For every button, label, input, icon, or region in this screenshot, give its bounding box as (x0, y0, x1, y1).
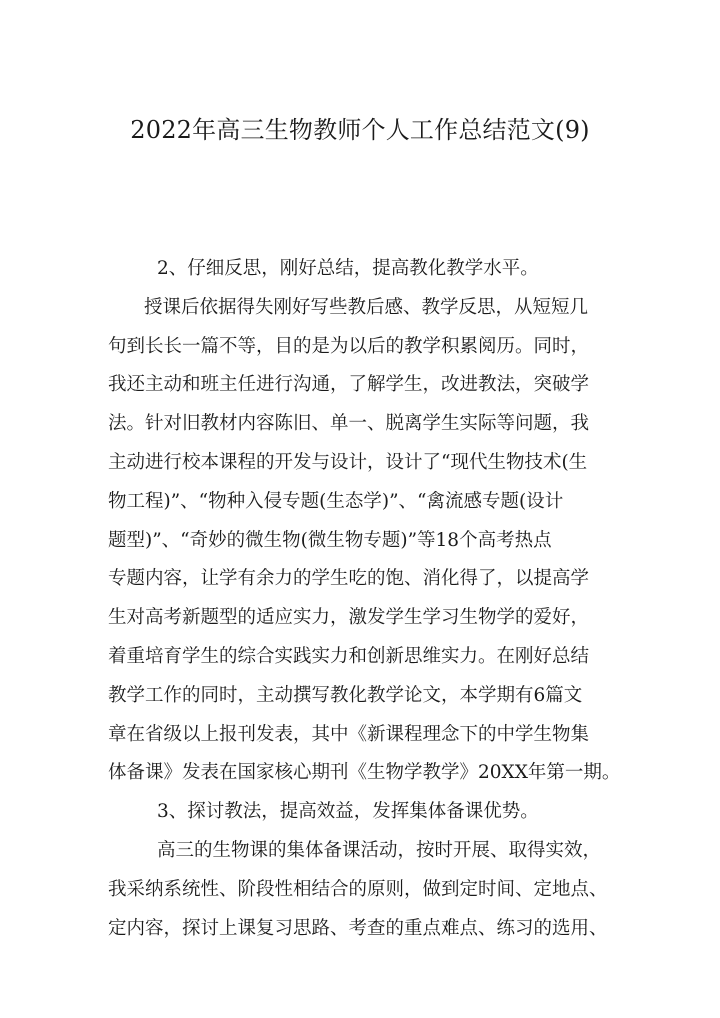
paragraph-line: 题型)”、“奇妙的微生物(微生物专题)”等18个高考热点 (108, 529, 552, 551)
paragraph-line: 定内容，探讨上课复习思路、考查的重点难点、练习的选用、 (108, 917, 608, 939)
section-heading-2: 2、仔细反思，刚好总结，提高教化教学水平。 (157, 258, 539, 279)
paragraph-line: 体备课》发表在国家核心期刊《生物学教学》20XX年第一期。 (108, 762, 621, 784)
paragraph-line: 教学工作的同时，主动撰写教化教学论文，本学期有6篇文 (108, 684, 583, 706)
paragraph-line: 主动进行校本课程的开发与设计，设计了“现代生物技术(生 (108, 451, 588, 473)
document-body (108, 250, 621, 948)
paragraph-line: 物工程)”、“物种入侵专题(生态学)”、“禽流感专题(设计 (108, 490, 564, 512)
section-heading-3: 3、探讨教法，提高效益，发挥集体备课优势。 (157, 801, 539, 823)
document-title: 2022年高三生物教师个人工作总结范文(9) (130, 116, 590, 144)
paragraph-line: 专题内容，让学有余力的学生吃的饱、消化得了，以提高学 (108, 568, 590, 590)
paragraph-line: 着重培育学生的综合实践实力和创新思维实力。在刚好总结 (108, 645, 590, 667)
paragraph-line: 法。针对旧教材内容陈旧、单一、脱离学生实际等问题，我 (108, 413, 590, 435)
paragraph-line: 我采纳系统性、阶段性相结合的原则，做到定时间、定地点、 (108, 878, 608, 900)
paragraph-line: 授课后依据得失刚好写些教后感、教学反思，从短短几 (144, 296, 589, 318)
paragraph-line: 生对高考新题型的适应实力，激发学生学习生物学的爱好， (108, 607, 590, 629)
paragraph-line: 句到长长一篇不等，目的是为以后的教学积累阅历。同时， (108, 335, 590, 357)
paragraph-line: 高三的生物课的集体备课活动，按时开展、取得实效， (157, 839, 602, 861)
paragraph-line: 章在省级以上报刊发表，其中《新课程理念下的中学生物集 (108, 723, 590, 745)
paragraph-line: 我还主动和班主任进行沟通，了解学生，改进教法，突破学 (108, 374, 590, 396)
